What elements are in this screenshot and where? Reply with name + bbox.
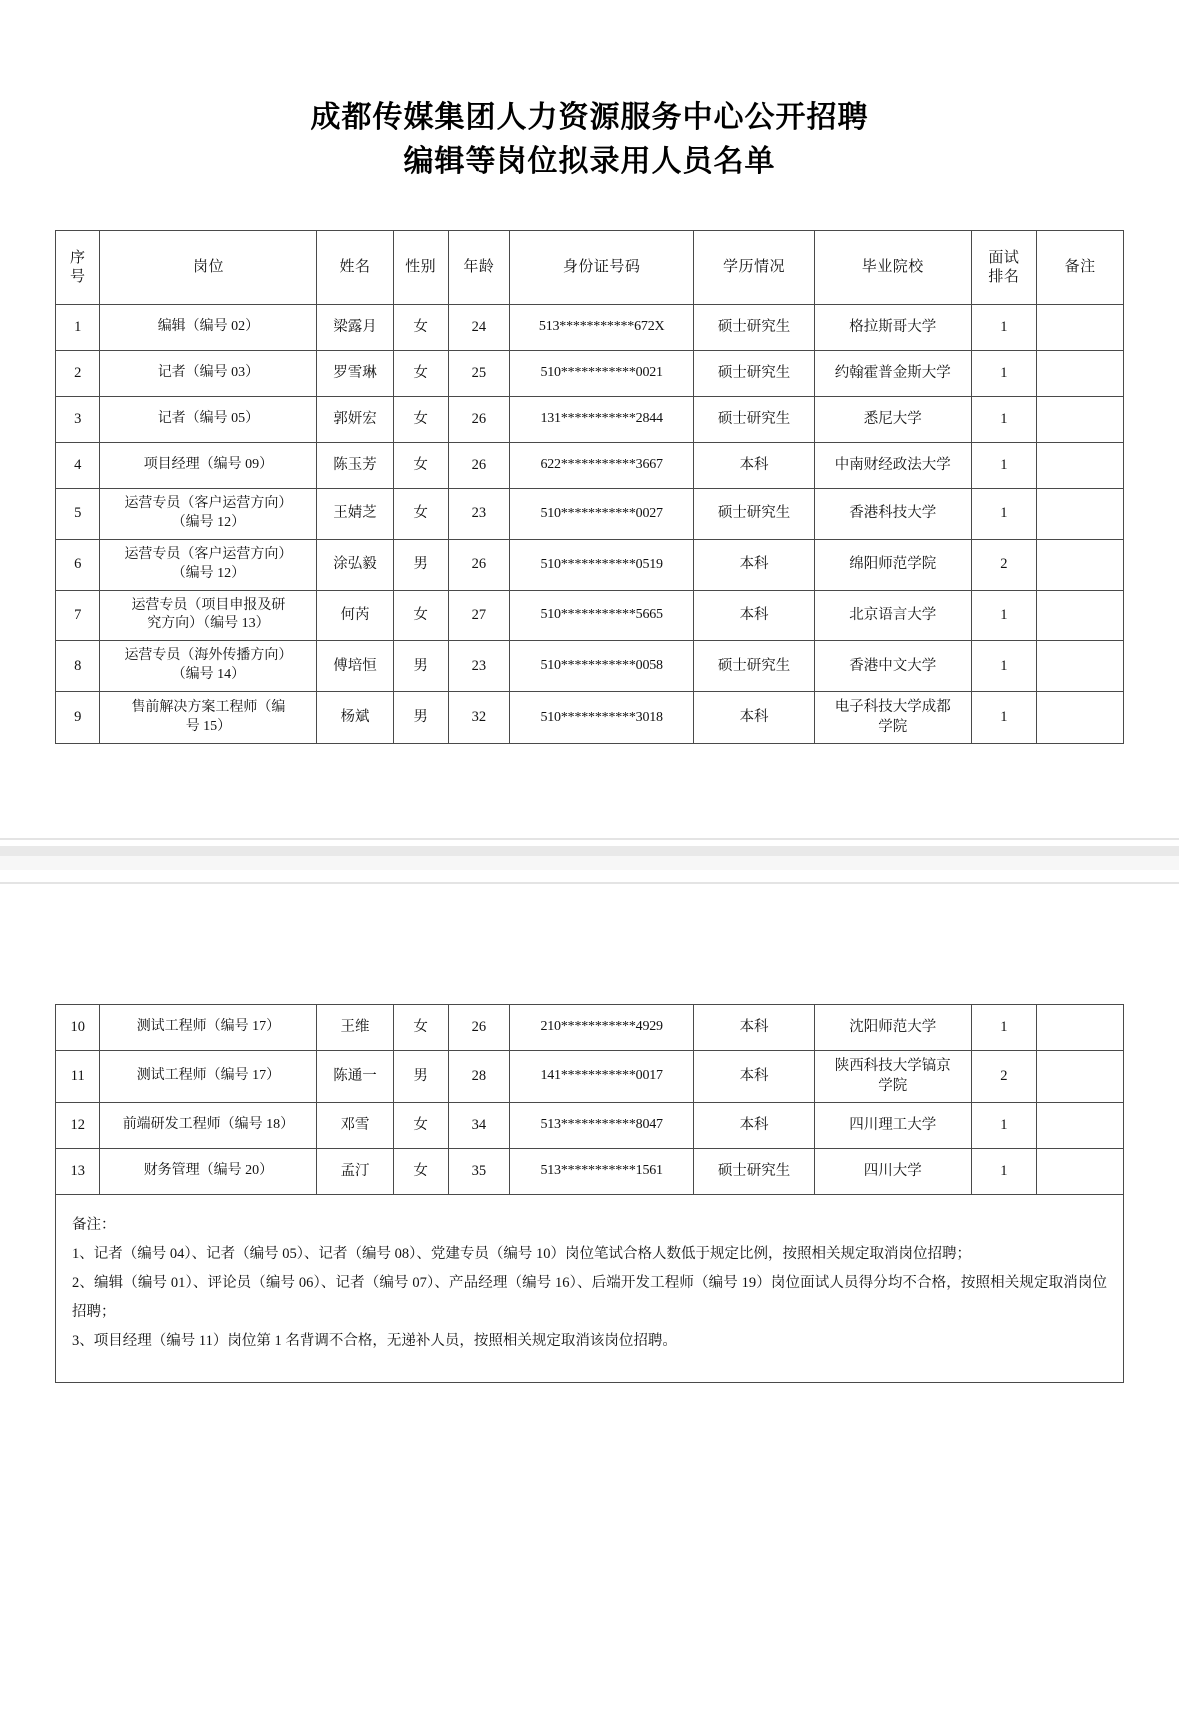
column-header-seq-line-1: 序 [69,249,86,266]
cell-seq: 11 [56,1051,100,1103]
cell-rank: 1 [971,351,1037,397]
column-header-id-number: 身份证号码 [510,231,694,305]
cell-post-line-2: （编号 12） [171,565,246,581]
page-title-line-1: 成都传媒集团人力资源服务中心公开招聘 [310,101,869,134]
cell-post [100,692,317,744]
cell-gender: 女 [393,351,448,397]
cell-seq: 10 [56,1005,100,1051]
cell-rank: 1 [971,397,1037,443]
cell-note [1037,641,1124,692]
cell-education: 硕士研究生 [694,305,815,351]
cell-school: 香港中文大学 [814,641,971,692]
cell-education: 硕士研究生 [694,489,815,540]
cell-seq: 9 [56,692,100,744]
cell-age: 28 [448,1051,509,1103]
cell-note [1037,1051,1124,1103]
cell-age: 26 [448,397,509,443]
cell-post: 记者（编号 03） [100,351,317,397]
cell-post: 测试工程师（编号 17） [100,1051,317,1103]
cell-id-number: 510***********0519 [510,539,694,590]
cell-age: 34 [448,1103,509,1149]
cell-school-line-1: 电子科技大学成都 [834,699,951,716]
cell-seq: 3 [56,397,100,443]
page-title-line-2: 编辑等岗位拟录用人员名单 [403,145,776,178]
cell-post: 财务管理（编号 20） [100,1149,317,1195]
column-header-education: 学历情况 [694,231,815,305]
cell-post-line-1: 运营专员（客户运营方向） [124,496,293,511]
cell-school: 格拉斯哥大学 [814,305,971,351]
table-header-row [56,231,1124,305]
cell-school: 约翰霍普金斯大学 [814,351,971,397]
cell-post: 记者（编号 05） [100,397,317,443]
cell-education: 硕士研究生 [694,351,815,397]
cell-note [1037,539,1124,590]
cell-note [1037,443,1124,489]
cell-education: 本科 [694,590,815,641]
cell-seq: 13 [56,1149,100,1195]
remarks-section [55,1195,1124,1383]
cell-rank: 1 [971,692,1037,744]
cell-name: 傅培恒 [317,641,393,692]
cell-school-line-2: 学院 [878,1077,908,1094]
page-break-separator [0,838,1179,884]
table-row [56,397,1124,443]
cell-note [1037,692,1124,744]
cell-post-line-2: 究方向）（编号 13） [147,616,270,632]
cell-id-number: 510***********0027 [510,489,694,540]
cell-gender: 女 [393,489,448,540]
remarks-item-3: 3、项目经理（编号 11）岗位第 1 名背调不合格，无递补人员，按照相关规定取消该岗位招聘。 [72,1333,677,1350]
cell-post [100,590,317,641]
cell-school [814,1051,971,1103]
cell-note [1037,1005,1124,1051]
table-row [56,1149,1124,1195]
cell-name: 陈通一 [317,1051,393,1103]
table-row [56,590,1124,641]
cell-post [100,641,317,692]
cell-education: 本科 [694,443,815,489]
column-header-post: 岗位 [100,231,317,305]
cell-education: 本科 [694,692,815,744]
cell-age: 26 [448,539,509,590]
cell-name: 何芮 [317,590,393,641]
cell-post: 测试工程师（编号 17） [100,1005,317,1051]
cell-name: 邓雪 [317,1103,393,1149]
cell-rank: 2 [971,539,1037,590]
cell-rank: 1 [971,1149,1037,1195]
table-row [56,692,1124,744]
cell-education: 本科 [694,1005,815,1051]
column-header-seq [56,231,100,305]
cell-school [814,692,971,744]
table-row [56,351,1124,397]
cell-school: 四川理工大学 [814,1103,971,1149]
cell-gender: 女 [393,1005,448,1051]
cell-age: 32 [448,692,509,744]
roster-table-page-1 [55,230,1124,744]
table-row [56,443,1124,489]
table-row [56,641,1124,692]
cell-gender: 男 [393,692,448,744]
cell-name: 王婧芝 [317,489,393,540]
cell-age: 23 [448,641,509,692]
remarks-heading: 备注： [72,1217,116,1234]
cell-education: 硕士研究生 [694,397,815,443]
cell-seq: 6 [56,539,100,590]
page-title [0,96,1179,184]
document-page-1 [0,0,1179,838]
cell-rank: 1 [971,443,1037,489]
cell-age: 26 [448,1005,509,1051]
cell-school-line-2: 学院 [878,718,908,735]
remarks-item-2: 2、编辑（编号 01）、评论员（编号 06）、记者（编号 07）、产品经理（编号 16）、后端开发工程师（编号 19）岗位面试人员得分均不合格，按照相关规定取消岗位招聘； [72,1275,1107,1321]
cell-note [1037,1103,1124,1149]
cell-name: 梁露月 [317,305,393,351]
cell-age: 23 [448,489,509,540]
cell-post-line-2: （编号 14） [171,667,246,683]
cell-gender: 女 [393,1149,448,1195]
cell-seq: 5 [56,489,100,540]
table-row [56,489,1124,540]
cell-note [1037,397,1124,443]
column-header-rank [971,231,1037,305]
cell-school: 中南财经政法大学 [814,443,971,489]
cell-gender: 女 [393,590,448,641]
cell-education: 本科 [694,539,815,590]
cell-id-number: 513***********672X [510,305,694,351]
cell-post-line-2: 号 15） [185,718,232,734]
column-header-school: 毕业院校 [814,231,971,305]
roster-table-page-1-wrapper [0,230,1179,744]
cell-id-number: 510***********0021 [510,351,694,397]
cell-rank: 1 [971,305,1037,351]
cell-school-line-1: 陕西科技大学镐京 [834,1058,951,1074]
cell-school: 香港科技大学 [814,489,971,540]
cell-id-number: 622***********3667 [510,443,694,489]
column-header-rank-line-1: 面试 [988,249,1020,266]
roster-table-page-2-wrapper [0,1004,1179,1383]
cell-school: 绵阳师范学院 [814,539,971,590]
cell-post-line-1: 运营专员（海外传播方向） [124,648,293,664]
cell-id-number: 510***********0058 [510,641,694,692]
cell-seq: 12 [56,1103,100,1149]
cell-education: 硕士研究生 [694,1149,815,1195]
column-header-gender: 性别 [393,231,448,305]
cell-education: 本科 [694,1103,815,1149]
roster-table-page-2 [55,1004,1124,1195]
table-row [56,1103,1124,1149]
cell-post-line-1: 运营专员（客户运营方向） [124,546,293,562]
cell-name: 孟汀 [317,1149,393,1195]
cell-name: 涂弘毅 [317,539,393,590]
document-page-2 [0,884,1179,1723]
table-row [56,305,1124,351]
cell-school: 悉尼大学 [814,397,971,443]
cell-note [1037,351,1124,397]
cell-rank: 1 [971,641,1037,692]
cell-id-number: 510***********5665 [510,590,694,641]
cell-post-line-1: 售前解决方案工程师（编 [131,699,286,715]
roster-table-page-2-body [56,1005,1124,1195]
cell-gender: 男 [393,539,448,590]
cell-age: 24 [448,305,509,351]
cell-gender: 男 [393,641,448,692]
table-row [56,539,1124,590]
cell-post: 编辑（编号 02） [100,305,317,351]
cell-note [1037,1149,1124,1195]
cell-seq: 4 [56,443,100,489]
cell-id-number: 510***********3018 [510,692,694,744]
cell-name: 王维 [317,1005,393,1051]
cell-post [100,489,317,540]
cell-id-number: 210***********4929 [510,1005,694,1051]
cell-name: 郭妍宏 [317,397,393,443]
cell-seq: 1 [56,305,100,351]
cell-school: 四川大学 [814,1149,971,1195]
cell-education: 本科 [694,1051,815,1103]
cell-age: 26 [448,443,509,489]
cell-gender: 女 [393,397,448,443]
cell-gender: 女 [393,1103,448,1149]
cell-post-line-1: 运营专员（项目申报及研 [131,597,286,613]
cell-post [100,539,317,590]
cell-note [1037,305,1124,351]
cell-rank: 1 [971,1005,1037,1051]
cell-seq: 8 [56,641,100,692]
column-header-rank-line-2: 排名 [988,268,1020,285]
cell-gender: 男 [393,1051,448,1103]
remarks-item-1: 1、记者（编号 04）、记者（编号 05）、记者（编号 08）、党建专员（编号 10）岗位笔试合格人数低于规定比例，按照相关规定取消岗位招聘； [72,1246,971,1263]
cell-age: 27 [448,590,509,641]
cell-id-number: 131***********2844 [510,397,694,443]
cell-rank: 1 [971,590,1037,641]
cell-name: 罗雪琳 [317,351,393,397]
cell-name: 杨斌 [317,692,393,744]
cell-age: 35 [448,1149,509,1195]
cell-gender: 女 [393,305,448,351]
cell-rank: 2 [971,1051,1037,1103]
column-header-note: 备注 [1037,231,1124,305]
cell-school: 北京语言大学 [814,590,971,641]
cell-note [1037,590,1124,641]
column-header-seq-line-2: 号 [69,268,86,285]
roster-table-page-1-body [56,305,1124,744]
cell-id-number: 513***********1561 [510,1149,694,1195]
cell-seq: 7 [56,590,100,641]
cell-seq: 2 [56,351,100,397]
cell-id-number: 513***********8047 [510,1103,694,1149]
cell-name: 陈玉芳 [317,443,393,489]
cell-rank: 1 [971,489,1037,540]
cell-post: 项目经理（编号 09） [100,443,317,489]
column-header-age: 年龄 [448,231,509,305]
table-row [56,1005,1124,1051]
cell-id-number: 141***********0017 [510,1051,694,1103]
cell-rank: 1 [971,1103,1037,1149]
cell-school: 沈阳师范大学 [814,1005,971,1051]
cell-gender: 女 [393,443,448,489]
cell-education: 硕士研究生 [694,641,815,692]
table-row [56,1051,1124,1103]
cell-post-line-2: （编号 12） [171,514,246,530]
cell-note [1037,489,1124,540]
column-header-name: 姓名 [317,231,393,305]
cell-age: 25 [448,351,509,397]
cell-post: 前端研发工程师（编号 18） [100,1103,317,1149]
